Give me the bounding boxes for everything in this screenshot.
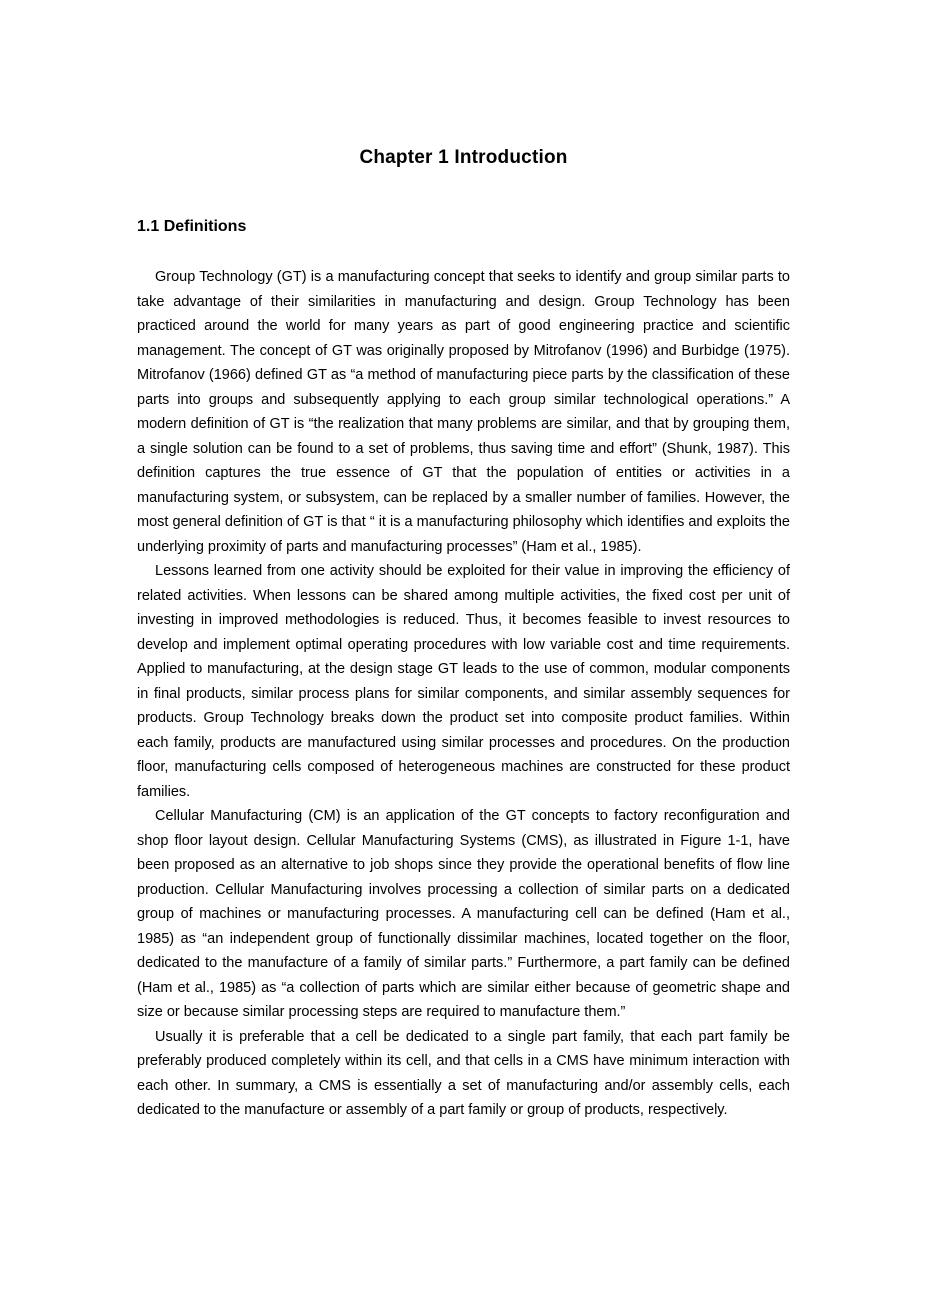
body-text bbox=[137, 265, 790, 1123]
paragraph-cellular-manufacturing: Cellular Manufacturing (CM) is an application of the GT concepts to factory reconfiguration and shop floor layout design. Cellular Manufacturing Systems (CMS), as illustrated in Figure 1-1, have been proposed as an alternative to job shops since they provide the operational benefits of flow line production. Cellular Manufacturing involves processing a collection of similar parts on a dedicated group of machines or manufacturing processes. A manufacturing cell can be defined (Ham et al., 1985) as “an independent group of functionally dissimilar machines, located together on the floor, dedicated to the manufacture of a family of similar parts.” Furthermore, a part family can be defined (Ham et al., 1985) as “a collection of parts which are similar either because of geometric shape and size or because similar processing steps are required to manufacture them.” bbox=[137, 808, 790, 1020]
section-heading: 1.1 Definitions bbox=[137, 218, 247, 235]
paragraph-lessons-learned: Lessons learned from one activity should be exploited for their value in improving the efficiency of related activities. When lessons can be shared among multiple activities, the fixed cost per unit of investing in improved methodologies is reduced. Thus, it becomes feasible to invest resources to develop and implement optimal operating procedures with low variable cost and time requirements. Applied to manufacturing, at the design stage GT leads to the use of common, modular components in final products, similar process plans for similar components, and similar assembly sequences for products. Group Technology breaks down the product set into composite product families. Within each family, products are manufactured using similar processes and procedures. On the production floor, manufacturing cells composed of heterogeneous machines are constructed for these product families. bbox=[137, 563, 790, 800]
paragraph-cms-summary: Usually it is preferable that a cell be dedicated to a single part family, that each part family be preferably produced completely within its cell, and that cells in a CMS have minimum interaction with each other. In summary, a CMS is essentially a set of manufacturing and/or assembly cells, each dedicated to the manufacture or assembly of a part family or group of products, respectively. bbox=[137, 1028, 790, 1118]
chapter-title: Chapter 1 Introduction bbox=[359, 147, 568, 168]
paragraph-definitions-gt: Group Technology (GT) is a manufacturing concept that seeks to identify and group similar parts to take advantage of their similarities in manufacturing and design. Group Technology has been practiced around the world for many years as part of good engineering practice and scientific management. The concept of GT was originally proposed by Mitrofanov (1996) and Burbidge (1975). Mitrofanov (1966) defined GT as “a method of manufacturing piece parts by the classification of these parts into groups and subsequently applying to each group similar technological operations.” A modern definition of GT is “the realization that many problems are similar, and that by grouping them, a single solution can be found to a set of problems, thus saving time and effort” (Shunk, 1987). This definition captures the true essence of GT that the population of entities or activities in a manufacturing system, or subsystem, can be replaced by a smaller number of families. However, the most general definition of GT is that “ it is a manufacturing philosophy which identifies and exploits the underlying proximity of parts and manufacturing processes” (Ham et al., 1985). bbox=[137, 269, 790, 555]
